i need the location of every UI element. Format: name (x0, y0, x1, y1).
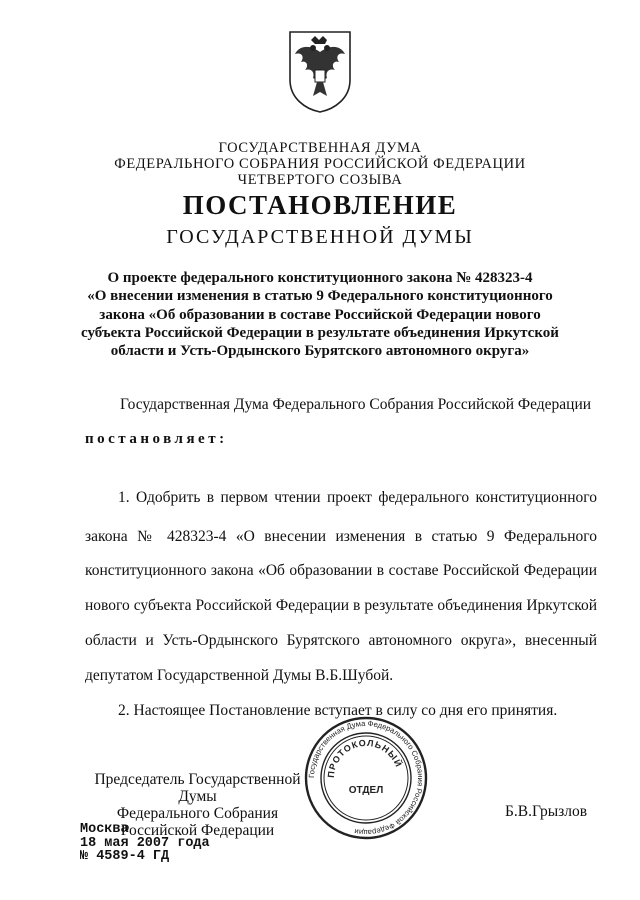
decides-word: постановляет: (85, 431, 228, 447)
footer-city: Москва (80, 822, 129, 837)
item-1-line: области и Усть-Ордынского Бурятского автономного округа», внесенный (85, 632, 597, 649)
item-1-line: 1. Одобрить в первом чтении проект федерального конституционного (118, 489, 597, 506)
subject-line: субъекта Российской Федерации в результате объединения Иркутской (81, 324, 559, 341)
document-title: ПОСТАНОВЛЕНИЕ (182, 190, 458, 220)
subject-line: закона «Об образовании в составе Российской Федерации нового (99, 306, 541, 323)
subject-line: области и Усть-Ордынского Бурятского автономного округа» (110, 343, 530, 360)
signature-title-line: Федерального Собрания (116, 805, 279, 822)
footer-date: 18 мая 2007 года (80, 835, 210, 851)
signature-title-line: Председатель Государственной Думы (94, 771, 301, 805)
subject-line: О проекте федерального конституционного закона № 428323-4 (107, 270, 533, 286)
header-line-3: ЧЕТВЕРТОГО СОЗЫВА (237, 172, 403, 188)
document-footer (80, 823, 210, 864)
item-1-line: нового субъекта Российской Федерации в результате объединения Иркутской (85, 597, 597, 614)
official-stamp (303, 715, 429, 841)
item-1-line: закона № 428323-4 «О внесении изменения в статью 9 Федерального (85, 528, 597, 545)
footer-number: № 4589-4 ГД (80, 849, 170, 864)
signatory-name: Б.В.Грызлов (505, 803, 588, 820)
header-line-2: ФЕДЕРАЛЬНОГО СОБРАНИЯ РОССИЙСКОЙ ФЕДЕРАЦИИ (114, 156, 526, 172)
svg-text:Государственная Дума Федеральн (307, 719, 425, 837)
item-1-line: депутатом Государственной Думы В.Б.Шубой. (85, 667, 394, 684)
header-line-1: ГОСУДАРСТВЕННАЯ ДУМА (218, 140, 422, 156)
stamp-inner-text: ПРОТОКОЛЬНЫЙ (325, 737, 404, 779)
document-subtitle: ГОСУДАРСТВЕННОЙ ДУМЫ (166, 226, 474, 248)
subject-line: «О внесении изменения в статью 9 Федерального конституционного (87, 288, 553, 305)
item-1-line: конституционного закона «Об образовании в составе Российской Федерации (85, 562, 597, 579)
signature-title-line: Российской Федерации (120, 822, 275, 839)
coat-of-arms-emblem (287, 30, 353, 114)
preamble: Государственная Дума Федерального Собрания Российской Федерации (120, 396, 592, 413)
stamp-outer-text: Государственная Дума Федерального Собрания Российской Федерации (306, 718, 426, 838)
stamp-center-text: ОТДЕЛ (348, 785, 384, 796)
item-2: 2. Настоящее Постановление вступает в силу со дня его принятия. (118, 702, 558, 719)
document-subject (60, 269, 580, 360)
